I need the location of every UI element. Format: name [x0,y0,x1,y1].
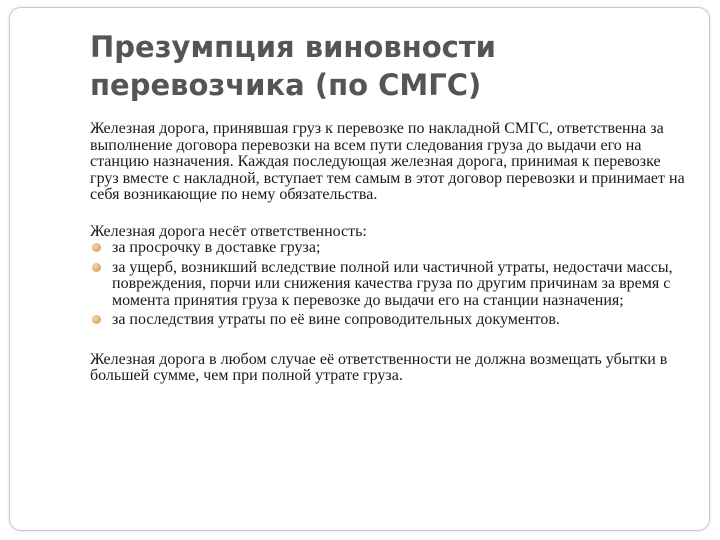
paragraph-railway-responsibility: Железная дорога, принявшая груз к перевозке по накладной СМГС, ответственна за выполнение договора перевозки на всем пути следования груза до выдачи его на станцию назначения. Каждая последующая железная дорога, принимая к перевозке груз вместе с накладной, вступает тем самым в этот договор перевозки и принимает на себя возникающие по нему обязательства. [90,120,685,203]
bullet-icon [92,243,101,252]
list-item-text: за последствия утраты по её вине сопроводительных документов. [112,311,560,328]
slide-body [90,121,690,385]
list-item [90,312,690,329]
list-item-text: за ущерб, возникший вследствие полной или частичной утраты, недостачи массы, повреждения, порчи или снижения качества груза по другим причинам за время с момента принятия груза к перевозке до выдачи его на станции назначения; [112,258,673,309]
bullet-icon [92,315,101,324]
liability-list [90,240,690,329]
list-item [90,240,690,257]
bullet-icon [92,263,101,272]
paragraph-liability-intro: Железная дорога несёт ответственность: [90,222,367,240]
slide-title: Презумпция виновности перевозчика (по СМГС) [90,30,496,102]
list-item-text: за просрочку в доставке груза; [112,239,321,256]
list-item [90,260,690,310]
slide [9,7,710,531]
paragraph-compensation-limit: Железная дорога в любом случае её ответственности не должна возмещать убытки в большей сумме, чем при полной утрате груза. [90,350,668,384]
